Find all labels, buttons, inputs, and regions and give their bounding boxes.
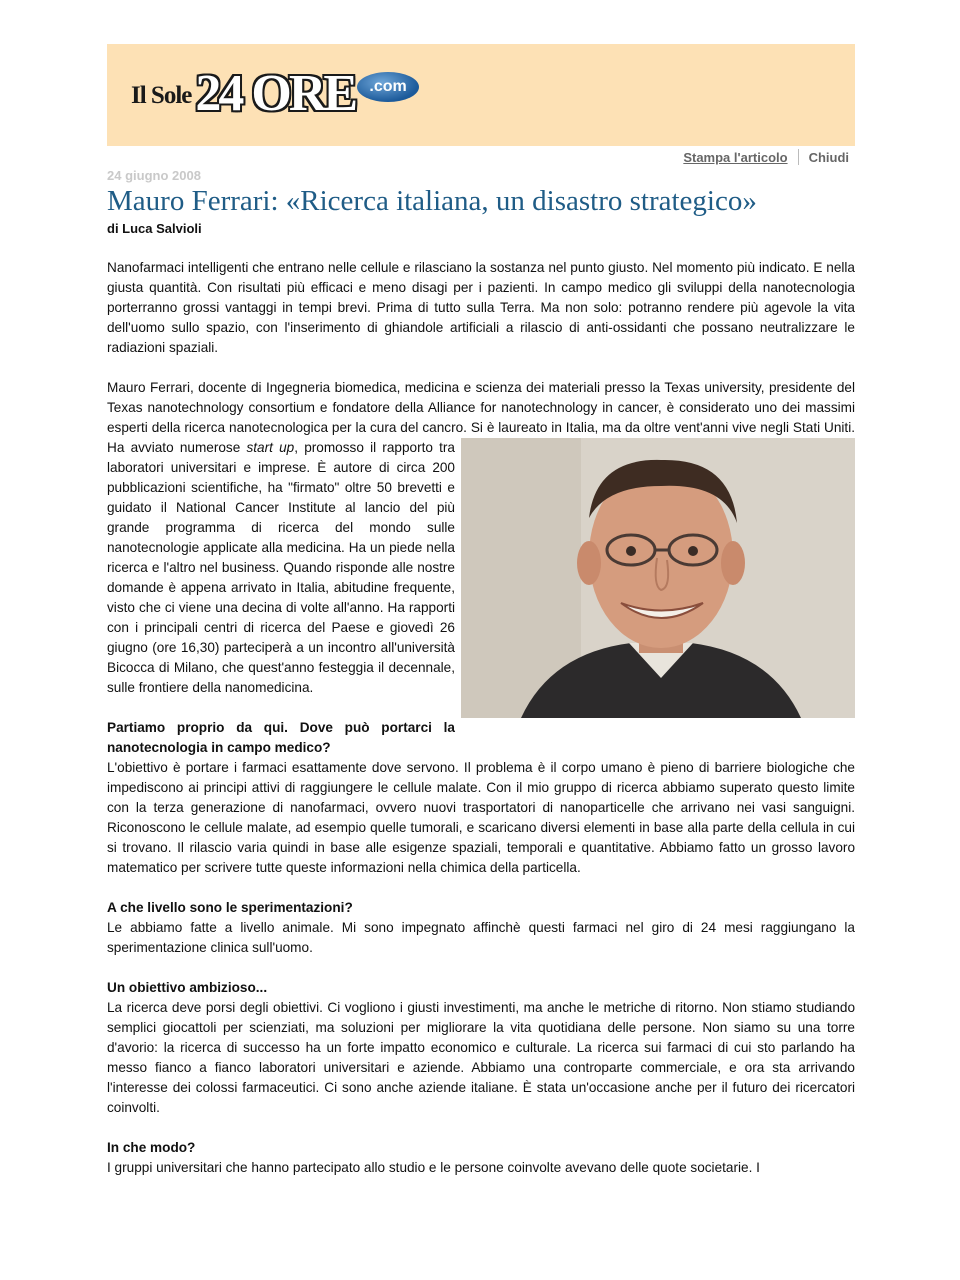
logo-24ore: 24 ORE bbox=[195, 65, 356, 122]
article-title: Mauro Ferrari: «Ricerca italiana, un disastro strategico» bbox=[107, 185, 757, 217]
question-2: A che livello sono le sperimentazioni? bbox=[107, 900, 353, 915]
question-1: Partiamo proprio da qui. Dove può portarci la nanotecnologia in campo medico? bbox=[107, 720, 455, 755]
bio-block bbox=[107, 378, 855, 698]
question-3: Un obiettivo ambizioso... bbox=[107, 980, 268, 995]
masthead bbox=[107, 44, 855, 146]
bio-emphasis-startup: start up bbox=[246, 440, 295, 455]
answer-3: La ricerca deve porsi degli obiettivi. Ci vogliono i giusti investimenti, ma anche le metriche di ritorno. Non stiamo studiando semplici giocattoli per scienziati, ma soluzioni per migliorare la vita quotidiana delle persone. Non siamo su una torre d'avorio: la ricerca di successo ha un forte impatto economico e culturale. La ricerca sui farmaci di cui sto parlando ha messo fianco a fianco laboratori universitari e aziende. Abbiamo una controparte commerciale, e ora sta arrivando l'interesse dei colossi farmaceutici. Ci sono anche aziende italiane. È stata un'occasione anche per il futuro dei ricercatori coinvolti. bbox=[107, 1000, 855, 1115]
article-toolbar bbox=[683, 149, 849, 165]
logo-com-badge: .com bbox=[357, 72, 419, 102]
site-logo[interactable] bbox=[131, 65, 419, 122]
print-article-link[interactable]: Stampa l'articolo bbox=[683, 149, 788, 165]
article-date: 24 giugno 2008 bbox=[107, 168, 201, 183]
question-4: In che modo? bbox=[107, 1140, 196, 1155]
paragraph-bio bbox=[107, 378, 855, 698]
toolbar-divider bbox=[798, 149, 799, 165]
author-photo bbox=[461, 438, 855, 718]
logo-ilsole: Il Sole bbox=[131, 82, 192, 109]
answer-2: Le abbiamo fatte a livello animale. Mi sono impegnato affinchè questi farmaci nel giro di 24 mesi raggiungano la sperimentazione clinica sull'uomo. bbox=[107, 920, 855, 955]
bio-text-part2: , promosso il rapporto tra laboratori universitari e imprese. È autore di circa 200 pubblicazioni scientifiche, ha "firmato" oltre 50 brevetti e guidato il National Cancer Institute al lancio del più grande programma di ricerca del mondo sulle nanotecnologie applicate alla medicina. Ha un piede nella ricerca e l'altro nel business. Quando risponde alle nostre domande è appena arrivato in Italia, abitudine frequente, visto che ci viene una decina di volte all'anno. Ha rapporti con i principali centri di ricerca del Paese e giovedì 26 giugno (ore 16,30) parteciperà a un incontro all'università Bicocca di Milano, che quest'anno festeggia il decennale, sulle frontiere della nanomedicina. bbox=[107, 440, 455, 695]
article-body bbox=[107, 258, 855, 1198]
paragraph-intro: Nanofarmaci intelligenti che entrano nelle cellule e rilasciano la sostanza nel punto giusto. Nel momento più indicato. E nella giusta quantità. Con risultati più efficaci e meno disagi per i pazienti. In campo medico gli sviluppi della nanotecnologia porterranno grossi vantaggi in tempi brevi. Prima di tutto sulla Terra. Ma non solo: potranno rendere più agevole la vita dell'uomo sullo spazio, con l'inserimento di ghiandole artificiali a rilascio di anti-ossidanti che possano neutralizzare le radiazioni spaziali. bbox=[107, 260, 855, 355]
portrait-illustration bbox=[461, 438, 855, 718]
article-byline: di Luca Salvioli bbox=[107, 221, 202, 236]
answer-1: L'obiettivo è portare i farmaci esattamente dove servono. Il problema è il corpo umano è pieno di barriere biologiche che impediscono ai principi attivi di raggiungere le cellule malate. Con il mio gruppo di ricerca abbiamo superato questo limite con la terza generazione di nanofarmaci, ovvero nuovi trasportatori di nanoparticelle che arrivano nei vasi sanguigni. Riconoscono le cellule malate, ad esempio quelle tumorali, e scaricano diversi elementi in base alla parte della cellula in cui si trovano. Il rilascio varia quindi in base alle esigenze spaziali, temporali e quantitative. Abbiamo fatto un grosso lavoro matematico per scrivere tutte queste informazioni nella chimica della particella. bbox=[107, 760, 855, 875]
close-link[interactable]: Chiudi bbox=[808, 149, 849, 165]
article-page bbox=[107, 44, 855, 1175]
answer-4: I gruppi universitari che hanno partecipato allo studio e le persone coinvolte avevano delle quote societarie. I bbox=[107, 1160, 760, 1175]
bio-text-part1: Mauro Ferrari, docente di Ingegneria biomedica, medicina e scienza dei materiali presso la Texas university, presidente del Texas nanotechnology consortium e fondatore della Alliance for nanotechnology in cancer, è considerato uno dei massimi esperti della ricerca nanotecnologica per la cura del cancro. Si è laureato in Italia, ma da oltre vent'anni vive negli Stati Uniti. Ha avviato numerose bbox=[107, 380, 855, 455]
